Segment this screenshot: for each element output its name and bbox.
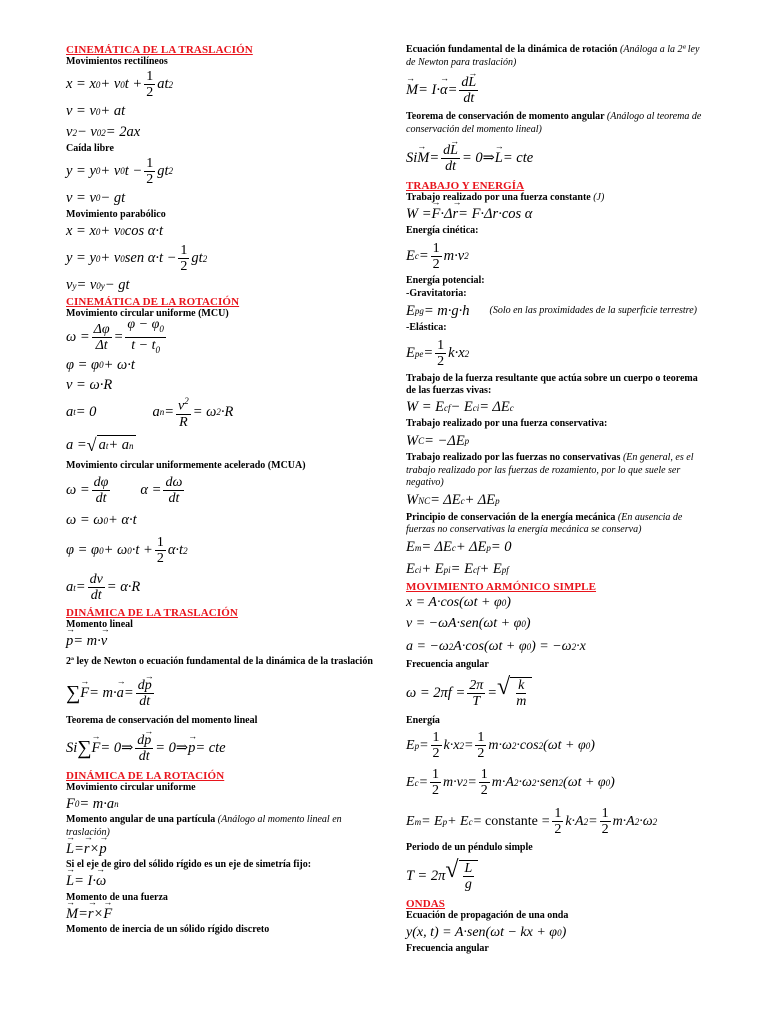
label-movimientos-rectilineos: Movimientos rectilíneos <box>66 56 168 67</box>
eq-velocity-squared: v 2 − v 0 2 = 2ax <box>66 124 141 140</box>
eq-mcua-tangential: a t = $\frac{dv}{dt}$ = α·R <box>66 572 141 603</box>
eq-angular-frequency: ω = 2πf = $\frac{2\pi}{T}$ = √ $\frac{k}{m}$ <box>406 671 706 715</box>
label-ecuacion-onda: Ecuación de propagación de una onda <box>406 910 569 921</box>
eq-work: W = → F ·Δ → r = F·Δr·cos α <box>406 205 706 225</box>
eq-conservation-linear-momentum: Si ∑ → F = 0 ⇒ $\frac{d\to p}{dt}$ = 0 ⇒ → p = cte <box>66 728 386 770</box>
heading-dinamica-rotacion: DINÁMICA DE LA ROTACIÓN <box>66 769 225 782</box>
eq-shm-position: x = A·cos(ωt + φ 0 ) <box>406 594 511 610</box>
label-energia: Energía <box>406 715 440 726</box>
label-conservacion-momento-lineal: Teorema de conservación del momento lineal <box>66 715 258 726</box>
label-momento-angular: Momento angular de una partícula (Análogo al momento lineal en traslación) <box>66 814 342 838</box>
eq-torque: → M = → r × → F <box>66 904 386 924</box>
heading-trabajo-energia: TRABAJO Y ENERGÍA <box>406 180 525 192</box>
label-energia-potencial: Energía potencial: <box>406 275 485 286</box>
eq-angular-velocity: ω = $\frac{\Delta\varphi}{\Delta t}$ = $\frac{\varphi - \varphi_0}{t - t_0}$ <box>66 316 164 355</box>
label-momento-fuerza: Momento de una fuerza <box>66 891 168 903</box>
eq-total-acceleration: a = √ a t + a n <box>66 435 134 455</box>
heading-ondas: ONDAS <box>406 898 446 910</box>
eq-gravitational-potential: E pg = m·g·h (Solo en las proximidades de la superficie terrestre) <box>406 302 697 319</box>
label-ecuacion-fundamental-rotacion: Ecuación fundamental de la dinámica de rotación (Análoga a la 2ª ley de Newton para traslación) <box>406 44 700 68</box>
eq-nonconservative-work: W NC = ΔE c + ΔE p <box>406 492 500 508</box>
eq-velocity: v = v 0 + at <box>66 103 126 119</box>
eq-elastic-potential: E pe = $\frac{1}{2}$ k·x 2 <box>406 338 470 369</box>
heading-dinamica-traslacion: DINÁMICA DE LA TRASLACIÓN <box>66 606 238 619</box>
label-movimiento-parabolico: Movimiento parabólico <box>66 209 166 220</box>
eq-parabolic-x: x = x 0 + v 0 cos α·t <box>66 223 163 239</box>
label-fuerzas-no-conservativas: Trabajo realizado por las fuerzas no conservativas (En general, es el trabajo realizado por las fuerzas de rozamiento, por lo que suele ser negativo) <box>406 452 694 488</box>
eq-fundamental-rotation: → M = I· → α = $\frac{d\to L}{dt}$ <box>406 69 706 111</box>
eq-free-fall-position: y = y 0 + v 0 t − $\frac{1}{2}$ gt 2 <box>66 155 173 187</box>
label-mcua: Movimiento circular uniformemente acelerado (MCUA) <box>66 460 306 471</box>
label-caida-libre: Caída libre <box>66 142 114 154</box>
eq-linear-momentum: → p = m· → v <box>66 631 386 651</box>
label-trabajo-fuerza-constante: Trabajo realizado por una fuerza constante (J) <box>406 192 605 203</box>
right-column <box>406 44 706 955</box>
eq-position-uniform-accel: x = x 0 + v 0 t + $\frac{1}{2}$ at 2 <box>66 69 173 100</box>
label-conservacion-momento-angular: Teorema de conservación de momento angular (Análogo al teorema de conservación del momento lineal) <box>406 111 702 135</box>
eq-work-energy-theorem: W = E cf − E ci = ΔE c <box>406 399 514 415</box>
eq-shm-mechanical-energy: E m = E p + E c = constante = $\frac{1}{2}$ k·A 2 = $\frac{1}{2}$ m·A 2 ·ω 2 <box>406 806 658 837</box>
label-elastica: -Elástica: <box>406 322 447 333</box>
eq-free-fall-velocity: v = v 0 − gt <box>66 189 126 206</box>
eq-wave: y(x, t) = A·sen(ωt − kx + φ 0 ) <box>406 924 567 940</box>
eq-angular-position: φ = φ 0 + ω·t <box>66 356 135 373</box>
eq-linear-velocity: v = ω·R <box>66 376 113 393</box>
label-momento-inercia: Momento de inercia de un sólido rígido discreto <box>66 924 270 935</box>
eq-mechanical-energy-change: E m = ΔE c + ΔE p = 0 <box>406 539 512 555</box>
eq-centripetal-force: F 0 = m·a n <box>66 795 119 812</box>
eq-accelerations: a t = 0 a n = $\frac{v^2}{R}$ = ω 2 ·R <box>66 396 234 430</box>
eq-parabolic-y: y = y 0 + v 0 sen α·t − $\frac{1}{2}$ gt 2 <box>66 243 208 274</box>
eq-shm-velocity: v = −ωA·sen(ωt + φ 0 ) <box>406 615 531 631</box>
heading-cinematica-traslacion: CINEMÁTICA DE LA TRASLACIÓN <box>66 44 253 56</box>
left-column <box>66 44 386 937</box>
label-periodo-pendulo: Periodo de un péndulo simple <box>406 841 533 853</box>
eq-conservative-work: W C = −ΔE p <box>406 432 470 449</box>
label-frecuencia-angular-onda: Frecuencia angular <box>406 942 489 954</box>
label-gravitatoria: -Gravitatoria: <box>406 287 467 299</box>
label-fuerzas-vivas: Trabajo de la fuerza resultante que actúa sobre un cuerpo o teorema de las fuerzas vivas: <box>406 372 698 396</box>
eq-shm-kinetic-energy: E c = $\frac{1}{2}$ m·v 2 = $\frac{1}{2}$ m·A 2 ·ω 2 ·sen 2 (ωt + φ 0 ) <box>406 767 615 798</box>
eq-conservation-angular-momentum: Si → M = $\frac{d\to L}{dt}$ = 0 ⇒ → L = cte <box>406 136 706 180</box>
eq-mcua-omega: ω = ω 0 + α·t <box>66 512 137 528</box>
eq-parabolic-vy: v y = v 0y − gt <box>66 277 130 293</box>
label-principio-conservacion: Principio de conservación de la energía mecánica (En ausencia de fuerzas no conservativas la energía mecánica se conserva) <box>406 511 683 535</box>
label-eje-simetria: Si el eje de giro del sólido rígido es un eje de simetría fijo: <box>66 859 312 870</box>
heading-mas: MOVIMIENTO ARMÓNICO SIMPLE <box>406 580 597 593</box>
eq-mcua-definitions: ω = $\frac{d\varphi}{dt}$ α = $\frac{d\omega}{dt}$ <box>66 475 183 506</box>
eq-angular-momentum: → L = → r × → p <box>66 839 386 859</box>
label-energia-cinetica: Energía cinética: <box>406 224 479 236</box>
label-newton-second-law: 2ª ley de Newton o ecuación fundamental de la dinámica de la traslación <box>66 656 373 667</box>
eq-shm-potential-energy: E p = $\frac{1}{2}$ k·x 2 = $\frac{1}{2}$ m·ω 2 ·cos 2 (ωt + φ 0 ) <box>406 730 595 761</box>
eq-energy-conservation: E ci + E pi = E cf + E pf <box>406 561 509 577</box>
label-mcu: Movimiento circular uniforme (MCU) <box>66 307 229 319</box>
eq-angular-momentum-rigid: → L = I· → ω <box>66 872 386 892</box>
heading-cinematica-rotacion: CINEMÁTICA DE LA ROTACIÓN <box>66 295 240 308</box>
label-momento-lineal: Momento lineal <box>66 618 133 630</box>
label-frecuencia-angular: Frecuencia angular <box>406 658 489 670</box>
label-mcu-dinamica: Movimiento circular uniforme <box>66 781 196 793</box>
label-fuerza-conservativa: Trabajo realizado por una fuerza conservativa: <box>406 417 608 429</box>
eq-newton-second-law: ∑ → F = m· → a = $\frac{d\to p}{dt}$ <box>66 671 386 715</box>
eq-kinetic-energy: E c = $\frac{1}{2}$ m·v 2 <box>406 240 469 272</box>
eq-pendulum-period: T = 2π √ $\frac{L}{g}$ <box>406 854 706 898</box>
eq-mcua-phi: φ = φ 0 + ω 0 ·t + $\frac{1}{2}$ α·t 2 <box>66 535 188 566</box>
eq-shm-acceleration: a = −ω 2 A·cos(ωt + φ 0 ) = −ω 2 ·x <box>406 638 586 654</box>
